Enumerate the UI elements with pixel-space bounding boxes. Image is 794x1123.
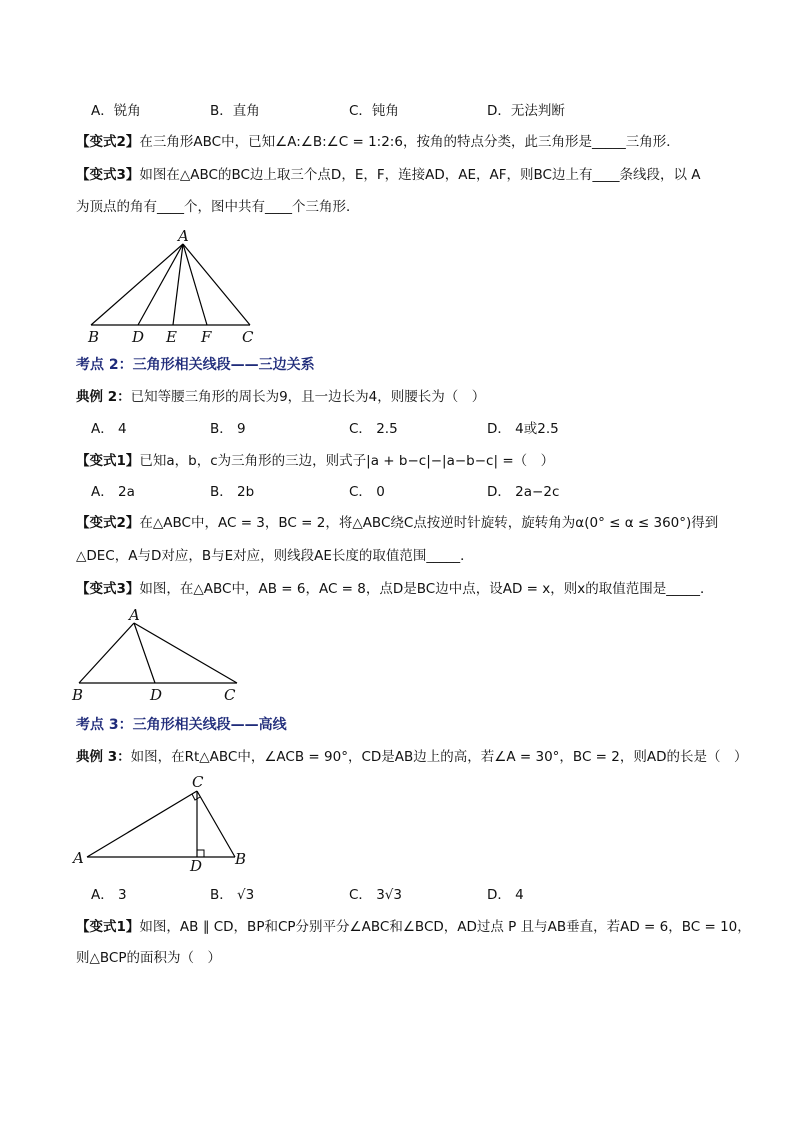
variant-1c-question bbox=[76, 917, 751, 937]
right-triangle-figure-3 bbox=[68, 773, 258, 878]
segment-ae bbox=[173, 244, 183, 325]
segment-ac bbox=[183, 244, 250, 325]
label-b: B bbox=[72, 686, 84, 703]
option-a: A． 2a bbox=[91, 484, 135, 500]
option-d: D． 4或2.5 bbox=[487, 421, 559, 437]
label-c: C bbox=[224, 686, 236, 703]
label-d: D bbox=[190, 857, 203, 875]
question-text: 在三角形ABC中，已知∠A:∠B:∠C = 1:2:6，按角的特点分类，此三角形是_____三角形． bbox=[139, 134, 680, 150]
question-text: 已知等腰三角形的周长为9，且一边长为4，则腰长为（ ） bbox=[130, 389, 486, 405]
segment-ab bbox=[91, 244, 183, 325]
triangle-figure-1 bbox=[80, 225, 270, 347]
question-text-line-1: 在△ABC中，AC = 3，BC = 2，将△ABC绕C点按逆时针旋转，旋转角为α(0° ≤ α ≤ 360°)得到 bbox=[139, 515, 719, 531]
option-b: B．直角 bbox=[210, 103, 260, 119]
label-b: B bbox=[88, 328, 100, 346]
section-heading-3: 考点 3：三角形相关线段——高线 bbox=[76, 717, 287, 733]
question-text-line-1: 如图在△ABC的BC边上取三个点D，E，F，连接AD，AE，AF，则BC边上有____条线段，以 A bbox=[139, 167, 701, 183]
segment-ac bbox=[134, 623, 237, 683]
triangle-figure-2 bbox=[66, 603, 256, 703]
option-d: D． 4 bbox=[487, 887, 524, 903]
question-text: 如图，在△ABC中，AB = 6，AC = 8，点D是BC边中点，设AD = x，则x的取值范围是_____． bbox=[139, 581, 714, 597]
segment-ad bbox=[134, 623, 155, 683]
variant-tag: 【变式2】 bbox=[76, 515, 140, 531]
label-a: A bbox=[129, 606, 140, 624]
variant-tag: 【变式2】 bbox=[76, 134, 140, 150]
label-a: A bbox=[73, 849, 84, 867]
segment-ad bbox=[138, 244, 183, 325]
option-c: C． 2.5 bbox=[349, 421, 398, 437]
label-d: D bbox=[132, 328, 145, 346]
option-c: C． 3√3 bbox=[349, 887, 402, 903]
question-text-line-2: △DEC，A与D对应，B与E对应，则线段AE长度的取值范围_____． bbox=[76, 548, 474, 564]
example-3-question bbox=[76, 747, 748, 767]
variant-3b-question bbox=[76, 579, 713, 599]
option-d: D． 2a−2c bbox=[487, 484, 560, 500]
option-d: D．无法判断 bbox=[487, 103, 565, 119]
right-angle-marker-d bbox=[197, 850, 204, 857]
variant-tag: 【变式3】 bbox=[76, 167, 140, 183]
example-tag: 典例 3： bbox=[76, 749, 131, 765]
label-d: D bbox=[150, 686, 163, 703]
segment-ac bbox=[87, 791, 197, 857]
label-c: C bbox=[192, 773, 204, 791]
label-a: A bbox=[178, 227, 189, 245]
option-a: A． 3 bbox=[91, 887, 127, 903]
variant-3-question bbox=[76, 165, 701, 185]
question-text-line-1: 如图，AB ∥ CD，BP和CP分别平分∠ABC和∠BCD，AD过点 P 且与AB垂直，若AD = 6，BC = 10， bbox=[139, 919, 751, 935]
label-f: F bbox=[201, 328, 212, 346]
option-a: A． 4 bbox=[91, 421, 127, 437]
variant-tag: 【变式3】 bbox=[76, 581, 140, 597]
option-b: B． √3 bbox=[210, 887, 255, 903]
question-text-line-2: 为顶点的角有____个，图中共有____个三角形． bbox=[76, 199, 360, 215]
variant-2-question bbox=[76, 132, 680, 152]
label-e: E bbox=[166, 328, 177, 346]
question-text: 已知a，b，c为三角形的三边，则式子|a + b−c|−|a−b−c| =（ ） bbox=[139, 453, 555, 469]
question-text: 如图，在Rt△ABC中，∠ACB = 90°，CD是AB边上的高，若∠A = 30°，BC = 2，则AD的长是（ ） bbox=[130, 749, 748, 765]
option-b: B． 2b bbox=[210, 484, 255, 500]
option-c: C． 0 bbox=[349, 484, 385, 500]
segment-af bbox=[183, 244, 207, 325]
option-c: C．钝角 bbox=[349, 103, 399, 119]
label-c: C bbox=[242, 328, 254, 346]
section-heading-2: 考点 2：三角形相关线段——三边关系 bbox=[76, 357, 315, 373]
variant-1-question bbox=[76, 451, 554, 471]
option-a: A．锐角 bbox=[91, 103, 141, 119]
variant-2b-question bbox=[76, 513, 718, 533]
label-b: B bbox=[235, 850, 247, 868]
segment-bc bbox=[197, 791, 235, 857]
example-2-question bbox=[76, 387, 485, 407]
question-text-line-2: 则△BCP的面积为（ ） bbox=[76, 950, 221, 966]
example-tag: 典例 2： bbox=[76, 389, 131, 405]
variant-tag: 【变式1】 bbox=[76, 453, 140, 469]
option-b: B． 9 bbox=[210, 421, 246, 437]
variant-tag: 【变式1】 bbox=[76, 919, 140, 935]
segment-ab bbox=[79, 623, 134, 683]
